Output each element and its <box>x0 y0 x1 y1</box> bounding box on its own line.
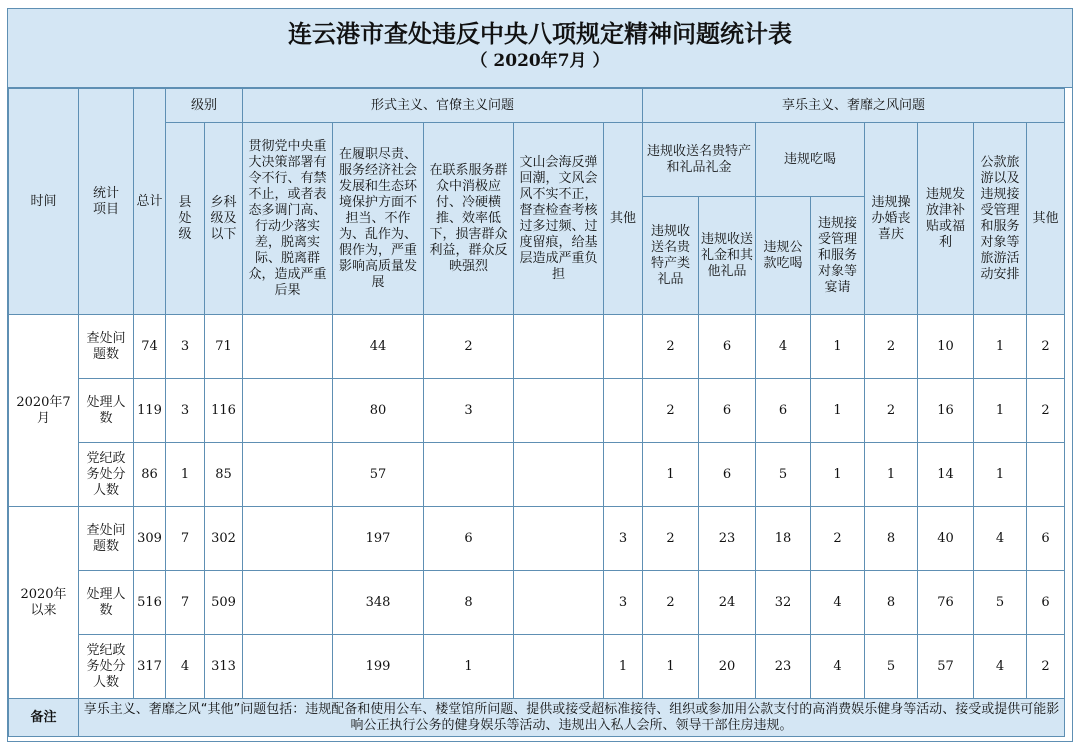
header-formalism-other: 其他 <box>604 123 643 315</box>
header-f3: 在联系服务群众中消极应付、冷硬横推、效率低下，损害群众利益，群众反映强烈 <box>424 123 514 315</box>
row-item-label <box>79 635 134 699</box>
period-label-text: 2020年以来 <box>20 586 67 618</box>
table-cell: 24 <box>699 571 756 635</box>
table-cell <box>514 443 604 507</box>
table-cell: 8 <box>424 571 514 635</box>
table-cell: 86 <box>134 443 166 507</box>
period-label-text: 2020年7月 <box>16 394 71 426</box>
table-cell: 1 <box>811 315 865 379</box>
table-cell: 1 <box>811 379 865 443</box>
header-time: 时间 <box>9 89 79 315</box>
period-label <box>9 315 79 507</box>
table-cell: 16 <box>918 379 974 443</box>
table-cell: 10 <box>918 315 974 379</box>
row-item-text: 处理人数 <box>86 394 126 426</box>
table-cell: 2 <box>1027 315 1065 379</box>
table-cell: 57 <box>333 443 424 507</box>
table-cell: 6 <box>699 315 756 379</box>
header-f2: 在履职尽责、服务经济社会发展和生态环境保护方面不担当、不作为、乱作为、假作为，严重影响高质量发展 <box>333 123 424 315</box>
table-cell: 8 <box>865 507 918 571</box>
table-cell: 2 <box>811 507 865 571</box>
table-cell <box>604 379 643 443</box>
table-cell: 14 <box>918 443 974 507</box>
table-cell: 44 <box>333 315 424 379</box>
table-cell: 80 <box>333 379 424 443</box>
table-cell: 1 <box>811 443 865 507</box>
table-cell: 74 <box>134 315 166 379</box>
table-cell <box>514 315 604 379</box>
table-cell: 5 <box>865 635 918 699</box>
table-cell: 2 <box>865 379 918 443</box>
table-row <box>9 443 1065 507</box>
table-cell <box>243 379 333 443</box>
table-cell: 4 <box>811 571 865 635</box>
header-f1: 贯彻党中央重大决策部署有令不行、有禁不止，或者表态多调门高、行动少落实差，脱离实际、脱离群众，造成严重后果 <box>243 123 333 315</box>
table-cell <box>514 571 604 635</box>
table-cell: 18 <box>756 507 811 571</box>
table-cell <box>243 315 333 379</box>
row-item-text: 处理人数 <box>86 586 126 618</box>
table-cell: 119 <box>134 379 166 443</box>
table-row <box>9 635 1065 699</box>
row-item-text: 党纪政务处分人数 <box>86 450 126 498</box>
row-item-label <box>79 507 134 571</box>
table-cell: 23 <box>756 635 811 699</box>
table-cell: 6 <box>1027 571 1065 635</box>
row-item-text: 查处问题数 <box>86 522 126 554</box>
header-g1: 违规收送名贵特产类礼品 <box>643 197 699 315</box>
table-cell: 1 <box>974 315 1027 379</box>
table-cell: 5 <box>974 571 1027 635</box>
header-county-label: 县处级 <box>178 194 192 242</box>
table-cell <box>514 507 604 571</box>
table-cell: 197 <box>333 507 424 571</box>
table-cell: 302 <box>205 507 243 571</box>
table-cell: 1 <box>424 635 514 699</box>
table-cell <box>514 635 604 699</box>
table-cell <box>243 443 333 507</box>
table-cell: 3 <box>424 379 514 443</box>
header-hedonism-other: 其他 <box>1027 123 1065 315</box>
header-hedonism: 享乐主义、奢靡之风问题 <box>643 89 1065 123</box>
table-cell <box>424 443 514 507</box>
table-cell: 85 <box>205 443 243 507</box>
table-cell <box>243 635 333 699</box>
table-cell: 6 <box>699 379 756 443</box>
header-eat: 违规吃喝 <box>756 123 865 197</box>
table-cell: 2 <box>424 315 514 379</box>
row-item-label <box>79 315 134 379</box>
table-cell: 32 <box>756 571 811 635</box>
table-cell: 4 <box>974 635 1027 699</box>
table-cell: 2 <box>1027 379 1065 443</box>
table-cell: 4 <box>974 507 1027 571</box>
table-cell: 6 <box>699 443 756 507</box>
table-cell: 3 <box>166 379 205 443</box>
header-travel: 公款旅游以及违规接受管理和服务对象等旅游活动安排 <box>974 123 1027 315</box>
header-subsidy: 违规发放津补贴或福利 <box>918 123 974 315</box>
header-gifts: 违规收送名贵特产和礼品礼金 <box>643 123 756 197</box>
table-cell: 6 <box>424 507 514 571</box>
table-cell: 5 <box>756 443 811 507</box>
table-cell: 199 <box>333 635 424 699</box>
table-cell <box>243 571 333 635</box>
table-cell: 1 <box>865 443 918 507</box>
row-item-label <box>79 571 134 635</box>
table-cell: 7 <box>166 507 205 571</box>
table-cell: 348 <box>333 571 424 635</box>
header-item-label: 统计项目 <box>93 185 120 217</box>
table-cell: 1 <box>974 443 1027 507</box>
table-cell: 57 <box>918 635 974 699</box>
header-e1: 违规公款吃喝 <box>756 197 811 315</box>
table-cell: 1 <box>643 635 699 699</box>
header-e2: 违规接受管理和服务对象等宴请 <box>811 197 865 315</box>
table-cell: 3 <box>166 315 205 379</box>
period-label <box>9 507 79 699</box>
row-item-text: 党纪政务处分人数 <box>86 642 126 690</box>
table-cell: 2 <box>643 315 699 379</box>
header-item <box>79 89 134 315</box>
header-township-label: 乡科级及以下 <box>210 194 237 242</box>
table-cell <box>604 443 643 507</box>
table-row <box>9 571 1065 635</box>
row-item-label <box>79 443 134 507</box>
table-row <box>9 507 1065 571</box>
table-cell: 1 <box>604 635 643 699</box>
table-cell: 309 <box>134 507 166 571</box>
note-text: 享乐主义、奢靡之风“其他”问题包括：违规配备和使用公车、楼堂馆所问题、提供或接受超标准接待、组织或参加用公款支付的高消费娱乐健身等活动、接受或提供可能影响公正执行公务的健身娱乐等活动、违规出入私人会所、领导干部住房违规。 <box>79 699 1065 737</box>
table-cell: 509 <box>205 571 243 635</box>
header-total: 总计 <box>134 89 166 315</box>
table-cell: 23 <box>699 507 756 571</box>
table-cell: 2 <box>1027 635 1065 699</box>
statistics-table <box>8 88 1065 737</box>
table-cell: 20 <box>699 635 756 699</box>
title-bar <box>8 9 1072 88</box>
table-cell: 6 <box>756 379 811 443</box>
row-item-text: 查处问题数 <box>86 330 126 362</box>
statistics-sheet <box>7 8 1073 742</box>
header-level: 级别 <box>166 89 243 123</box>
header-f4: 文山会海反弹回潮，文风会风不实不正，督查检查考核过多过频、过度留痕，给基层造成严重负担 <box>514 123 604 315</box>
table-cell: 7 <box>166 571 205 635</box>
table-cell: 3 <box>604 571 643 635</box>
table-cell <box>243 507 333 571</box>
table-cell <box>604 315 643 379</box>
table-cell: 4 <box>166 635 205 699</box>
table-cell: 1 <box>643 443 699 507</box>
table-cell: 76 <box>918 571 974 635</box>
table-cell: 4 <box>811 635 865 699</box>
header-formalism: 形式主义、官僚主义问题 <box>243 89 643 123</box>
table-cell: 516 <box>134 571 166 635</box>
table-cell <box>1027 443 1065 507</box>
table-cell: 6 <box>1027 507 1065 571</box>
page-subtitle: （ 2020年7月 ） <box>470 51 610 71</box>
table-cell: 2 <box>643 571 699 635</box>
table-row <box>9 379 1065 443</box>
table-cell: 2 <box>643 507 699 571</box>
header-g2: 违规收送礼金和其他礼品 <box>699 197 756 315</box>
page-title: 连云港市查处违反中央八项规定精神问题统计表 <box>288 19 792 48</box>
table-cell <box>514 379 604 443</box>
table-cell: 4 <box>756 315 811 379</box>
header-county <box>166 123 205 315</box>
table-cell: 40 <box>918 507 974 571</box>
note-label: 备注 <box>9 699 79 737</box>
header-wedding: 违规操办婚丧喜庆 <box>865 123 918 315</box>
table-cell: 317 <box>134 635 166 699</box>
table-cell: 3 <box>604 507 643 571</box>
row-item-label <box>79 379 134 443</box>
table-row <box>9 315 1065 379</box>
table-cell: 2 <box>865 315 918 379</box>
table-cell: 71 <box>205 315 243 379</box>
table-cell: 1 <box>166 443 205 507</box>
table-cell: 2 <box>643 379 699 443</box>
table-cell: 8 <box>865 571 918 635</box>
header-township <box>205 123 243 315</box>
table-cell: 313 <box>205 635 243 699</box>
table-cell: 1 <box>974 379 1027 443</box>
table-cell: 116 <box>205 379 243 443</box>
note-row <box>9 699 1065 737</box>
